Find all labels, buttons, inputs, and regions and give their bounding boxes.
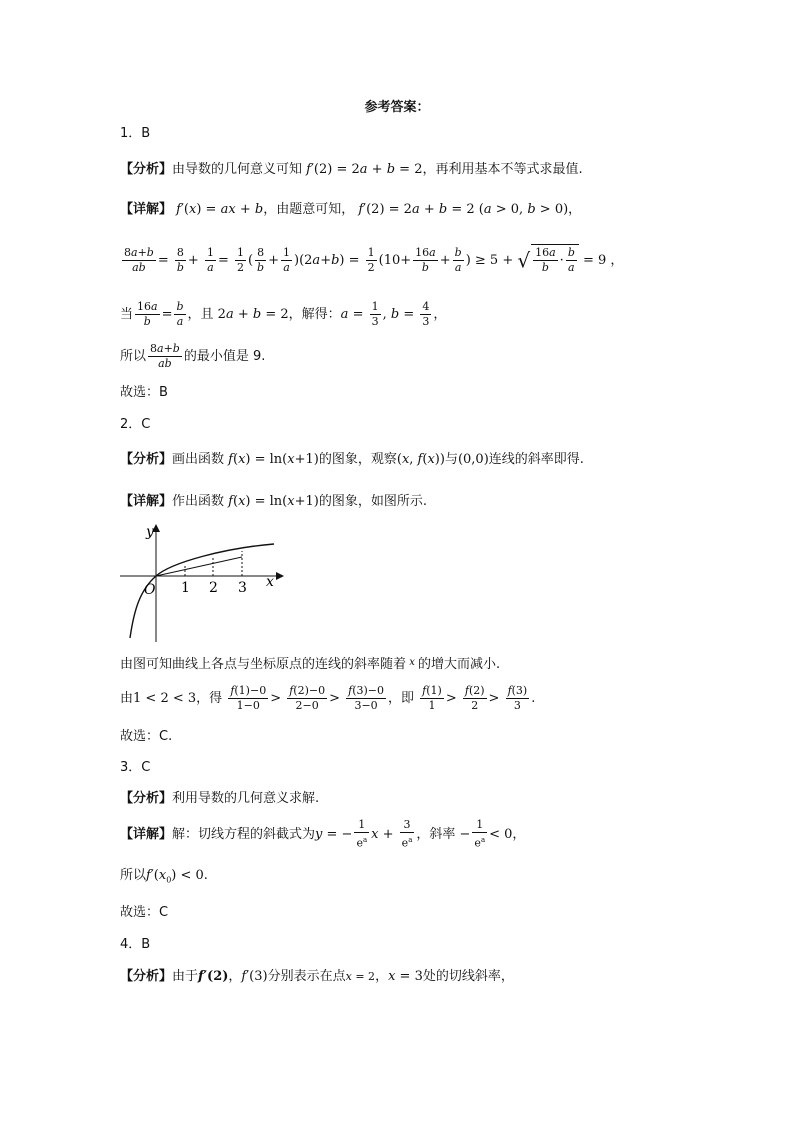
q3-analysis-text: 利用导数的几何意义求解. <box>172 791 320 806</box>
q2-conclusion: 由图可知曲线上各点与坐标原点的连线的斜率随着 $^x$ 的增大而减小. <box>120 657 501 672</box>
q1-inequality: $\frac{8a+b}{ab}$ = $\frac{8}{b}$ + $\frac{1}{a}$ = $\frac{1}{2}$ ( $\frac{8}{b}$ + $\frac{1}{a}$ )(2a+b) = $\frac{1}{2}$ (10+ $\frac{16a}{b}$ + $\frac{b}{a}$ ) ≥ 5 + √ $\frac{16a}{b}$ · $\frac{b}{a}$ = 9 ， <box>124 246 624 274</box>
q4-analysis-text-a: 由于 <box>172 969 199 984</box>
analysis-tag: 【分析】 <box>120 791 173 806</box>
q3-analysis <box>120 789 319 809</box>
q2-detail-text-b: 的图象，如图所示. <box>318 494 427 509</box>
q1-analysis <box>120 160 583 180</box>
q3-detail: 【详解】解：切线方程的斜截式为y = − $\frac{1}{e^a}$ x + $\frac{3}{e^a}$ ，斜率 − $\frac{1}{e^a}$ < 0， <box>120 818 526 850</box>
tick-label-2: 2 <box>209 580 218 596</box>
q2-get-label: ，得 <box>196 691 223 706</box>
q3-so: 所以$f'(x_0) < 0$. <box>120 868 208 885</box>
q2-conclusion-text-a: 由图可知曲线上各点与坐标原点的连线的斜率随着 <box>120 657 407 672</box>
q4-analysis-text-b: 分别表示在点 <box>267 969 346 984</box>
q1-analysis-text-a: 由导数的几何意义可知 <box>172 162 303 177</box>
q3-detail-text-a: 解：切线方程的斜截式为 <box>172 826 316 842</box>
q1-when: 当 $\frac{16a}{b}$ = $\frac{b}{a}$ ，且 2a + b = 2，解得：a = $\frac{1}{3}$ , b = $\frac{4}{3}$ ， <box>120 300 447 328</box>
q1-detail-text-b: ， <box>568 202 582 217</box>
q2-analysis: 【分析】画出函数 f(x) = ln(x+1)的图象，观察(x, f(x))与(0,0)连线的斜率即得. <box>120 452 584 467</box>
q2-number: 2．C <box>120 417 151 432</box>
q2-analysis-text-b: 的图象，观察 <box>318 452 397 467</box>
x-label: x <box>266 574 274 590</box>
q1-detail <box>120 200 581 220</box>
page-title: 参考答案： <box>364 100 430 115</box>
origin-label: O <box>144 582 156 598</box>
q2-choice: 故选：C. <box>120 729 173 744</box>
q4-analysis: 【分析】由于f′(2)，f′(3)分别表示在点x = 2，x = 3处的切线斜率， <box>120 969 514 984</box>
q2-ie-label: ，即 <box>388 691 415 706</box>
tick-label-3: 3 <box>238 580 247 596</box>
chord-line <box>156 557 242 576</box>
q2-comparison: 由1 < 2 < 3，得 $\frac{f(1)-0}{1-0}$ > $\frac{f(2)-0}{2-0}$ > $\frac{f(3)-0}{3-0}$ ，即 $\frac{f(1)}{1}$ > $\frac{f(2)}{2}$ > $\frac{f(3)}{3}$ . <box>120 684 536 712</box>
detail-tag: 【详解】 <box>120 494 173 509</box>
analysis-tag: 【分析】 <box>120 452 173 467</box>
q1-formula-cond: f′(2) = 2a + b = 2 (a > 0, b > 0) <box>358 202 569 217</box>
q1-analysis-text-b: ，再利用基本不等式求最值. <box>422 162 583 177</box>
analysis-tag: 【分析】 <box>120 162 173 177</box>
q2-analysis-text-c: 与 <box>444 452 458 467</box>
q1-and-label: ，且 <box>187 307 214 322</box>
q3-so-label: 所以 <box>120 868 147 883</box>
detail-tag: 【详解】 <box>120 826 173 842</box>
q2-detail-text-a: 作出函数 <box>172 494 225 509</box>
q1-detail-text-a: ，由题意可知， <box>263 202 355 217</box>
q2-analysis-text-d: 连线的斜率即得. <box>488 452 584 467</box>
analysis-tag: 【分析】 <box>120 969 173 984</box>
q1-formula-f2: f′(2) = 2a + b = 2 <box>306 162 423 177</box>
q1-solve-label: ，解得： <box>288 307 341 322</box>
detail-tag: 【详解】 <box>120 202 173 217</box>
q2-conclusion-text-b: 的增大而减小. <box>418 657 501 672</box>
q1-so-text: 的最小值是 9. <box>183 349 266 364</box>
q1-choice: 故选：B <box>120 385 168 400</box>
q2-analysis-text-a: 画出函数 <box>172 452 225 467</box>
q1-number: 1．B <box>120 126 151 141</box>
q2-detail: 【详解】作出函数 f(x) = ln(x+1)的图象，如图所示. <box>120 494 427 509</box>
ln-function-graph <box>116 520 286 644</box>
q4-analysis-text-c: 处的切线斜率， <box>422 969 514 984</box>
q1-so: 所以 $\frac{8a+b}{ab}$ 的最小值是 9. <box>120 342 266 370</box>
q1-so-label: 所以 <box>120 349 147 364</box>
q3-detail-text-b: ，斜率 <box>416 826 456 842</box>
q4-number: 4．B <box>120 937 151 952</box>
q2-from-label: 由 <box>120 691 134 706</box>
q3-choice: 故选：C <box>120 905 169 920</box>
q1-when-label: 当 <box>120 307 134 322</box>
y-label: y <box>146 524 154 540</box>
q1-formula-deriv: f′(x) = ax + b <box>176 202 264 217</box>
q3-number: 3．C <box>120 760 151 775</box>
x-axis-arrow <box>276 572 284 580</box>
tick-label-1: 1 <box>181 580 190 596</box>
